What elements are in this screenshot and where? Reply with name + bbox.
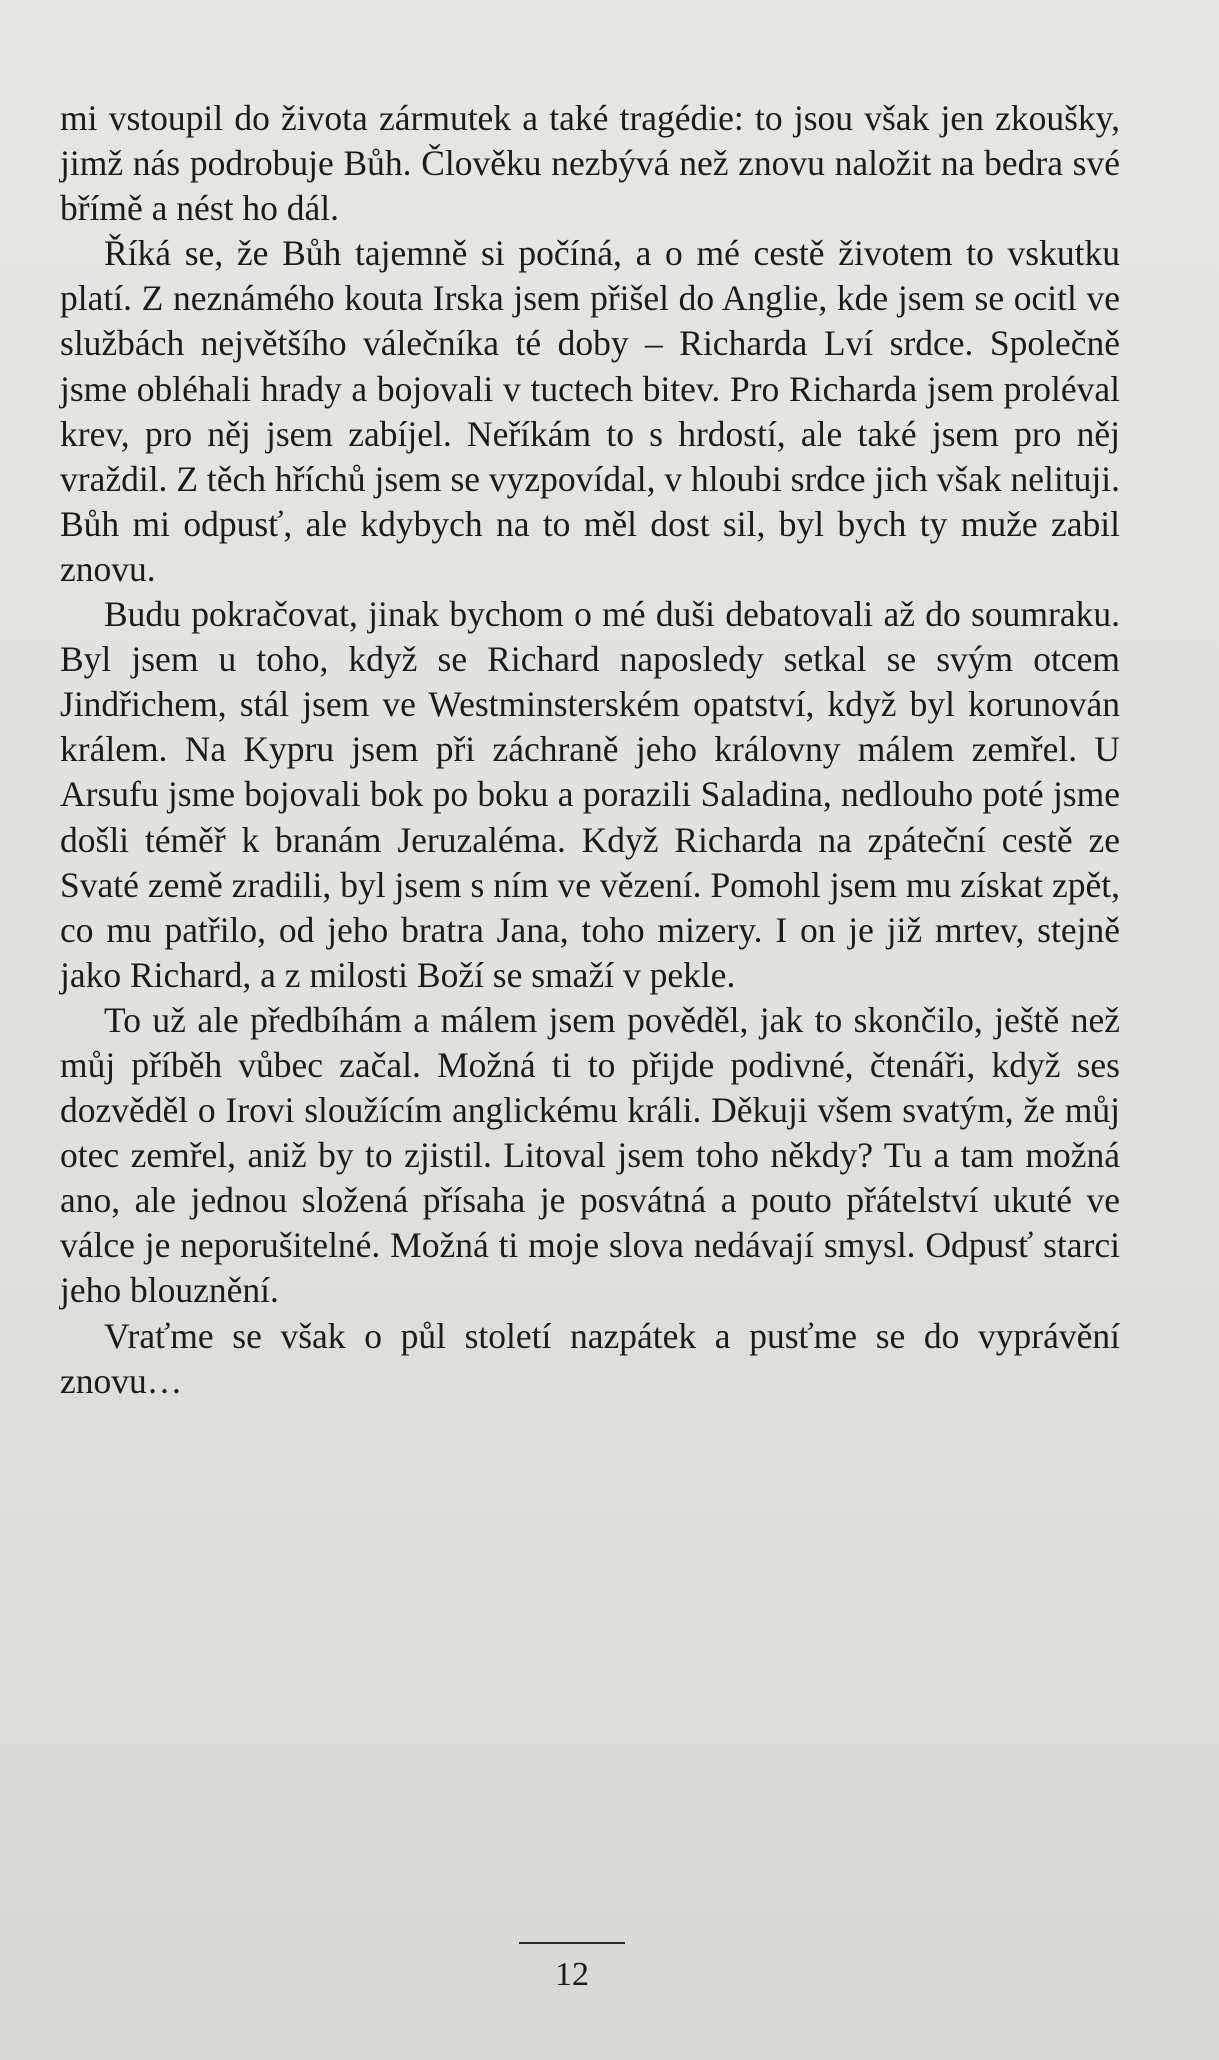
page-number: 12: [555, 1956, 589, 1993]
paragraph-1: mi vstoupil do života zármutek a také tragédie: to jsou však jen zkoušky, jimž nás podrobuje Bůh. Člověku nezbývá než znovu naložit na bedra své břímě a nést ho dál.: [60, 98, 1120, 229]
paragraph-2: Říká se, že Bůh tajemně si počíná, a o mé cestě životem to vskutku platí. Z neznámého kouta Irska jsem přišel do Anglie, kde jsem se ocitl ve službách největšího válečníka té doby – Richarda Lví srdce. Společně jsme obléhali hrady a bojovali v tuctech bitev. Pro Richarda jsem proléval krev, pro něj jsem zabíjel. Neříkám to s hrdostí, ale také jsem pro něj vraždil. Z těch hříchů jsem se vyzpovídal, v hloubi srdce jich však nelituji. Bůh mi odpusť, ale kdybych na to měl dost sil, byl bych ty muže zabil znovu.: [60, 233, 1120, 589]
paragraph-5: Vraťme se však o půl století nazpátek a pusťme se do vyprávění znovu…: [60, 1315, 1120, 1401]
body-text: [60, 96, 1120, 1404]
paragraph-3: Budu pokračovat, jinak bychom o mé duši debatovali až do soumraku. Byl jsem u toho, když se Richard naposledy setkal se svým otcem Jindřichem, stál jsem ve Westminsterském opatství, když byl korunován králem. Na Kypru jsem při záchraně jeho královny málem zemřel. U Arsufu jsme bojovali bok po boku a porazili Saladina, nedlouho poté jsme došli téměř k branám Jeruzaléma. Když Richarda na zpáteční cestě ze Svaté země zradili, byl jsem s ním ve vězení. Pomohl jsem mu získat zpět, co mu patřilo, od jeho bratra Jana, toho mizery. I on je již mrtev, stejně jako Richard, a z milosti Boží se smaží v pekle.: [60, 594, 1120, 995]
page-number-rule: [519, 1942, 625, 1944]
paragraph-4: To už ale předbíhám a málem jsem pověděl, jak to skončilo, ještě než můj příběh vůbec začal. Možná ti to přijde podivné, čtenáři, když ses dozvěděl o Irovi sloužícím anglickému králi. Děkuji všem svatým, že můj otec zemřel, aniž by to zjistil. Litoval jsem toho někdy? Tu a tam možná ano, ale jednou složená přísaha je posvátná a pouto přátelství ukuté ve válce je neporušitelné. Možná ti moje slova nedávají smysl. Odpusť starci jeho blouznění.: [60, 999, 1120, 1311]
